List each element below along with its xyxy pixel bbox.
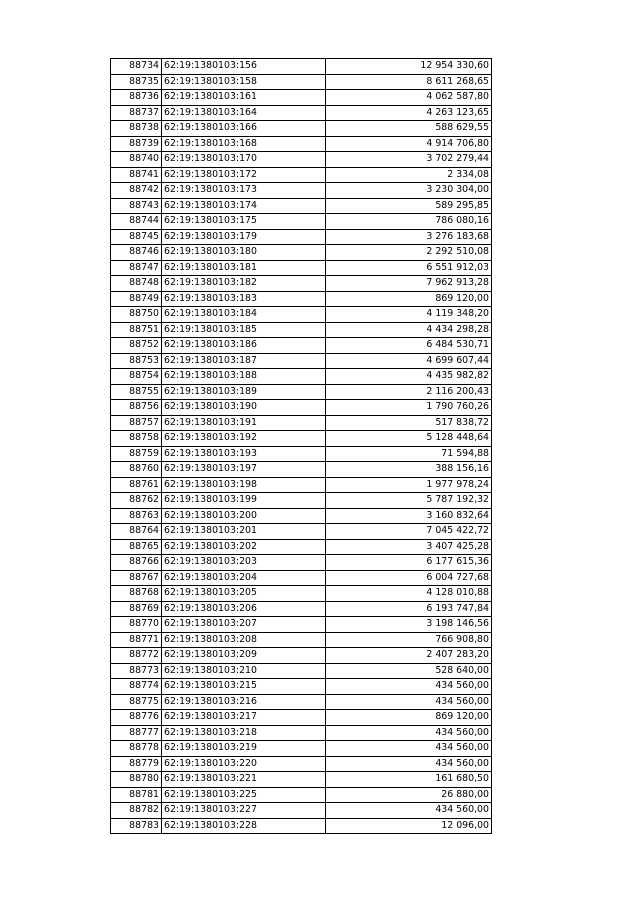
- table-row: [111, 415, 492, 431]
- value-cell: 1 977 978,24: [326, 477, 492, 493]
- row-number-cell: 88774: [111, 679, 162, 695]
- cadastral-number-cell: 62:19:1380103:185: [162, 322, 326, 338]
- row-number-cell: 88757: [111, 415, 162, 431]
- cadastral-number-cell: 62:19:1380103:192: [162, 431, 326, 447]
- value-cell: 6 193 747,84: [326, 601, 492, 617]
- cadastral-number-cell: 62:19:1380103:189: [162, 384, 326, 400]
- row-number-cell: 88738: [111, 121, 162, 137]
- value-cell: 5 787 192,32: [326, 493, 492, 509]
- row-number-cell: 88769: [111, 601, 162, 617]
- table-row: [111, 431, 492, 447]
- value-cell: 434 560,00: [326, 741, 492, 757]
- value-cell: 2 407 283,20: [326, 648, 492, 664]
- cadastral-number-cell: 62:19:1380103:201: [162, 524, 326, 540]
- cadastral-number-cell: 62:19:1380103:225: [162, 787, 326, 803]
- row-number-cell: 88739: [111, 136, 162, 152]
- cadastral-number-cell: 62:19:1380103:188: [162, 369, 326, 385]
- value-cell: 2 116 200,43: [326, 384, 492, 400]
- row-number-cell: 88782: [111, 803, 162, 819]
- row-number-cell: 88761: [111, 477, 162, 493]
- row-number-cell: 88762: [111, 493, 162, 509]
- row-number-cell: 88775: [111, 694, 162, 710]
- row-number-cell: 88737: [111, 105, 162, 121]
- cadastral-number-cell: 62:19:1380103:220: [162, 756, 326, 772]
- table-row: [111, 710, 492, 726]
- table-row: [111, 601, 492, 617]
- value-cell: 71 594,88: [326, 446, 492, 462]
- cadastral-number-cell: 62:19:1380103:183: [162, 291, 326, 307]
- row-number-cell: 88741: [111, 167, 162, 183]
- table-row: [111, 493, 492, 509]
- table-row: [111, 679, 492, 695]
- value-cell: 4 128 010,88: [326, 586, 492, 602]
- cadastral-number-cell: 62:19:1380103:215: [162, 679, 326, 695]
- cadastral-number-cell: 62:19:1380103:207: [162, 617, 326, 633]
- value-cell: 3 702 279,44: [326, 152, 492, 168]
- table-row: [111, 772, 492, 788]
- cadastral-number-cell: 62:19:1380103:216: [162, 694, 326, 710]
- table-row: [111, 183, 492, 199]
- value-cell: 434 560,00: [326, 679, 492, 695]
- cadastral-number-cell: 62:19:1380103:200: [162, 508, 326, 524]
- table-row: [111, 462, 492, 478]
- table-row: [111, 276, 492, 292]
- cadastral-number-cell: 62:19:1380103:173: [162, 183, 326, 199]
- value-cell: 5 128 448,64: [326, 431, 492, 447]
- cadastral-number-cell: 62:19:1380103:170: [162, 152, 326, 168]
- row-number-cell: 88780: [111, 772, 162, 788]
- table-row: [111, 260, 492, 276]
- cadastral-number-cell: 62:19:1380103:164: [162, 105, 326, 121]
- row-number-cell: 88734: [111, 59, 162, 75]
- table-row: [111, 570, 492, 586]
- cadastral-number-cell: 62:19:1380103:166: [162, 121, 326, 137]
- table-row: [111, 539, 492, 555]
- value-cell: 2 292 510,08: [326, 245, 492, 261]
- row-number-cell: 88770: [111, 617, 162, 633]
- row-number-cell: 88746: [111, 245, 162, 261]
- table-row: [111, 369, 492, 385]
- row-number-cell: 88759: [111, 446, 162, 462]
- table-row: [111, 152, 492, 168]
- value-cell: 3 276 183,68: [326, 229, 492, 245]
- table-row: [111, 524, 492, 540]
- table-row: [111, 694, 492, 710]
- value-cell: 3 160 832,64: [326, 508, 492, 524]
- table-row: [111, 648, 492, 664]
- value-cell: 434 560,00: [326, 756, 492, 772]
- value-cell: 434 560,00: [326, 725, 492, 741]
- cadastral-number-cell: 62:19:1380103:158: [162, 74, 326, 90]
- row-number-cell: 88740: [111, 152, 162, 168]
- row-number-cell: 88748: [111, 276, 162, 292]
- table-row: [111, 136, 492, 152]
- table-row: [111, 555, 492, 571]
- cadastral-number-cell: 62:19:1380103:221: [162, 772, 326, 788]
- table-row: [111, 663, 492, 679]
- cadastral-number-cell: 62:19:1380103:174: [162, 198, 326, 214]
- cadastral-number-cell: 62:19:1380103:217: [162, 710, 326, 726]
- value-cell: 6 551 912,03: [326, 260, 492, 276]
- value-cell: 7 045 422,72: [326, 524, 492, 540]
- table-row: [111, 617, 492, 633]
- row-number-cell: 88777: [111, 725, 162, 741]
- cadastral-number-cell: 62:19:1380103:156: [162, 59, 326, 75]
- row-number-cell: 88745: [111, 229, 162, 245]
- value-cell: 4 062 587,80: [326, 90, 492, 106]
- cadastral-number-cell: 62:19:1380103:218: [162, 725, 326, 741]
- cadastral-number-cell: 62:19:1380103:219: [162, 741, 326, 757]
- value-cell: 1 790 760,26: [326, 400, 492, 416]
- table-row: [111, 198, 492, 214]
- cadastral-number-cell: 62:19:1380103:182: [162, 276, 326, 292]
- row-number-cell: 88778: [111, 741, 162, 757]
- cadastral-number-cell: 62:19:1380103:184: [162, 307, 326, 323]
- table-row: [111, 74, 492, 90]
- table-row: [111, 725, 492, 741]
- cadastral-number-cell: 62:19:1380103:168: [162, 136, 326, 152]
- table-row: [111, 291, 492, 307]
- table-row: [111, 307, 492, 323]
- row-number-cell: 88749: [111, 291, 162, 307]
- row-number-cell: 88743: [111, 198, 162, 214]
- value-cell: 26 880,00: [326, 787, 492, 803]
- cadastral-number-cell: 62:19:1380103:181: [162, 260, 326, 276]
- table-row: [111, 90, 492, 106]
- value-cell: 161 680,50: [326, 772, 492, 788]
- row-number-cell: 88763: [111, 508, 162, 524]
- row-number-cell: 88764: [111, 524, 162, 540]
- cadastral-number-cell: 62:19:1380103:206: [162, 601, 326, 617]
- table-row: [111, 229, 492, 245]
- table-row: [111, 803, 492, 819]
- cadastral-number-cell: 62:19:1380103:191: [162, 415, 326, 431]
- row-number-cell: 88779: [111, 756, 162, 772]
- value-cell: 3 198 146,56: [326, 617, 492, 633]
- row-number-cell: 88783: [111, 818, 162, 834]
- row-number-cell: 88760: [111, 462, 162, 478]
- row-number-cell: 88756: [111, 400, 162, 416]
- table-row: [111, 167, 492, 183]
- row-number-cell: 88742: [111, 183, 162, 199]
- row-number-cell: 88781: [111, 787, 162, 803]
- table-row: [111, 400, 492, 416]
- cadastral-number-cell: 62:19:1380103:172: [162, 167, 326, 183]
- table-row: [111, 477, 492, 493]
- row-number-cell: 88735: [111, 74, 162, 90]
- value-cell: 6 004 727,68: [326, 570, 492, 586]
- value-cell: 434 560,00: [326, 803, 492, 819]
- cadastral-number-cell: 62:19:1380103:198: [162, 477, 326, 493]
- cadastral-number-cell: 62:19:1380103:179: [162, 229, 326, 245]
- cadastral-number-cell: 62:19:1380103:203: [162, 555, 326, 571]
- table-row: [111, 214, 492, 230]
- row-number-cell: 88755: [111, 384, 162, 400]
- cadastral-number-cell: 62:19:1380103:187: [162, 353, 326, 369]
- cadastral-number-cell: 62:19:1380103:202: [162, 539, 326, 555]
- table-body: [111, 59, 492, 834]
- cadastral-number-cell: 62:19:1380103:208: [162, 632, 326, 648]
- row-number-cell: 88744: [111, 214, 162, 230]
- value-cell: 12 954 330,60: [326, 59, 492, 75]
- table-row: [111, 508, 492, 524]
- table-row: [111, 741, 492, 757]
- table-row: [111, 756, 492, 772]
- cadastral-number-cell: 62:19:1380103:209: [162, 648, 326, 664]
- value-cell: 588 629,55: [326, 121, 492, 137]
- value-cell: 869 120,00: [326, 710, 492, 726]
- value-cell: 3 407 425,28: [326, 539, 492, 555]
- value-cell: 6 177 615,36: [326, 555, 492, 571]
- row-number-cell: 88768: [111, 586, 162, 602]
- row-number-cell: 88771: [111, 632, 162, 648]
- table-row: [111, 322, 492, 338]
- table-row: [111, 446, 492, 462]
- row-number-cell: 88752: [111, 338, 162, 354]
- value-cell: 3 230 304,00: [326, 183, 492, 199]
- value-cell: 434 560,00: [326, 694, 492, 710]
- table-row: [111, 384, 492, 400]
- table-row: [111, 787, 492, 803]
- value-cell: 528 640,00: [326, 663, 492, 679]
- value-cell: 766 908,80: [326, 632, 492, 648]
- table-row: [111, 632, 492, 648]
- row-number-cell: 88766: [111, 555, 162, 571]
- row-number-cell: 88758: [111, 431, 162, 447]
- row-number-cell: 88751: [111, 322, 162, 338]
- cadastral-number-cell: 62:19:1380103:161: [162, 90, 326, 106]
- value-cell: 4 263 123,65: [326, 105, 492, 121]
- cadastral-number-cell: 62:19:1380103:228: [162, 818, 326, 834]
- table-row: [111, 121, 492, 137]
- value-cell: 869 120,00: [326, 291, 492, 307]
- table-row: [111, 245, 492, 261]
- value-cell: 4 435 982,82: [326, 369, 492, 385]
- value-cell: 388 156,16: [326, 462, 492, 478]
- row-number-cell: 88767: [111, 570, 162, 586]
- row-number-cell: 88754: [111, 369, 162, 385]
- data-table: [110, 58, 492, 834]
- cadastral-number-cell: 62:19:1380103:190: [162, 400, 326, 416]
- cadastral-number-cell: 62:19:1380103:193: [162, 446, 326, 462]
- value-cell: 7 962 913,28: [326, 276, 492, 292]
- table-row: [111, 586, 492, 602]
- cadastral-number-cell: 62:19:1380103:197: [162, 462, 326, 478]
- cadastral-number-cell: 62:19:1380103:205: [162, 586, 326, 602]
- value-cell: 517 838,72: [326, 415, 492, 431]
- row-number-cell: 88772: [111, 648, 162, 664]
- cadastral-number-cell: 62:19:1380103:204: [162, 570, 326, 586]
- table-row: [111, 818, 492, 834]
- cadastral-number-cell: 62:19:1380103:227: [162, 803, 326, 819]
- value-cell: 2 334,08: [326, 167, 492, 183]
- cadastral-number-cell: 62:19:1380103:199: [162, 493, 326, 509]
- cadastral-number-cell: 62:19:1380103:180: [162, 245, 326, 261]
- row-number-cell: 88736: [111, 90, 162, 106]
- table-row: [111, 105, 492, 121]
- value-cell: 4 119 348,20: [326, 307, 492, 323]
- row-number-cell: 88773: [111, 663, 162, 679]
- row-number-cell: 88747: [111, 260, 162, 276]
- row-number-cell: 88753: [111, 353, 162, 369]
- value-cell: 4 914 706,80: [326, 136, 492, 152]
- table-row: [111, 59, 492, 75]
- value-cell: 589 295,85: [326, 198, 492, 214]
- value-cell: 786 080,16: [326, 214, 492, 230]
- value-cell: 8 611 268,65: [326, 74, 492, 90]
- value-cell: 12 096,00: [326, 818, 492, 834]
- value-cell: 6 484 530,71: [326, 338, 492, 354]
- row-number-cell: 88765: [111, 539, 162, 555]
- cadastral-number-cell: 62:19:1380103:210: [162, 663, 326, 679]
- cadastral-number-cell: 62:19:1380103:175: [162, 214, 326, 230]
- row-number-cell: 88750: [111, 307, 162, 323]
- table-row: [111, 338, 492, 354]
- value-cell: 4 434 298,28: [326, 322, 492, 338]
- table-row: [111, 353, 492, 369]
- cadastral-number-cell: 62:19:1380103:186: [162, 338, 326, 354]
- value-cell: 4 699 607,44: [326, 353, 492, 369]
- row-number-cell: 88776: [111, 710, 162, 726]
